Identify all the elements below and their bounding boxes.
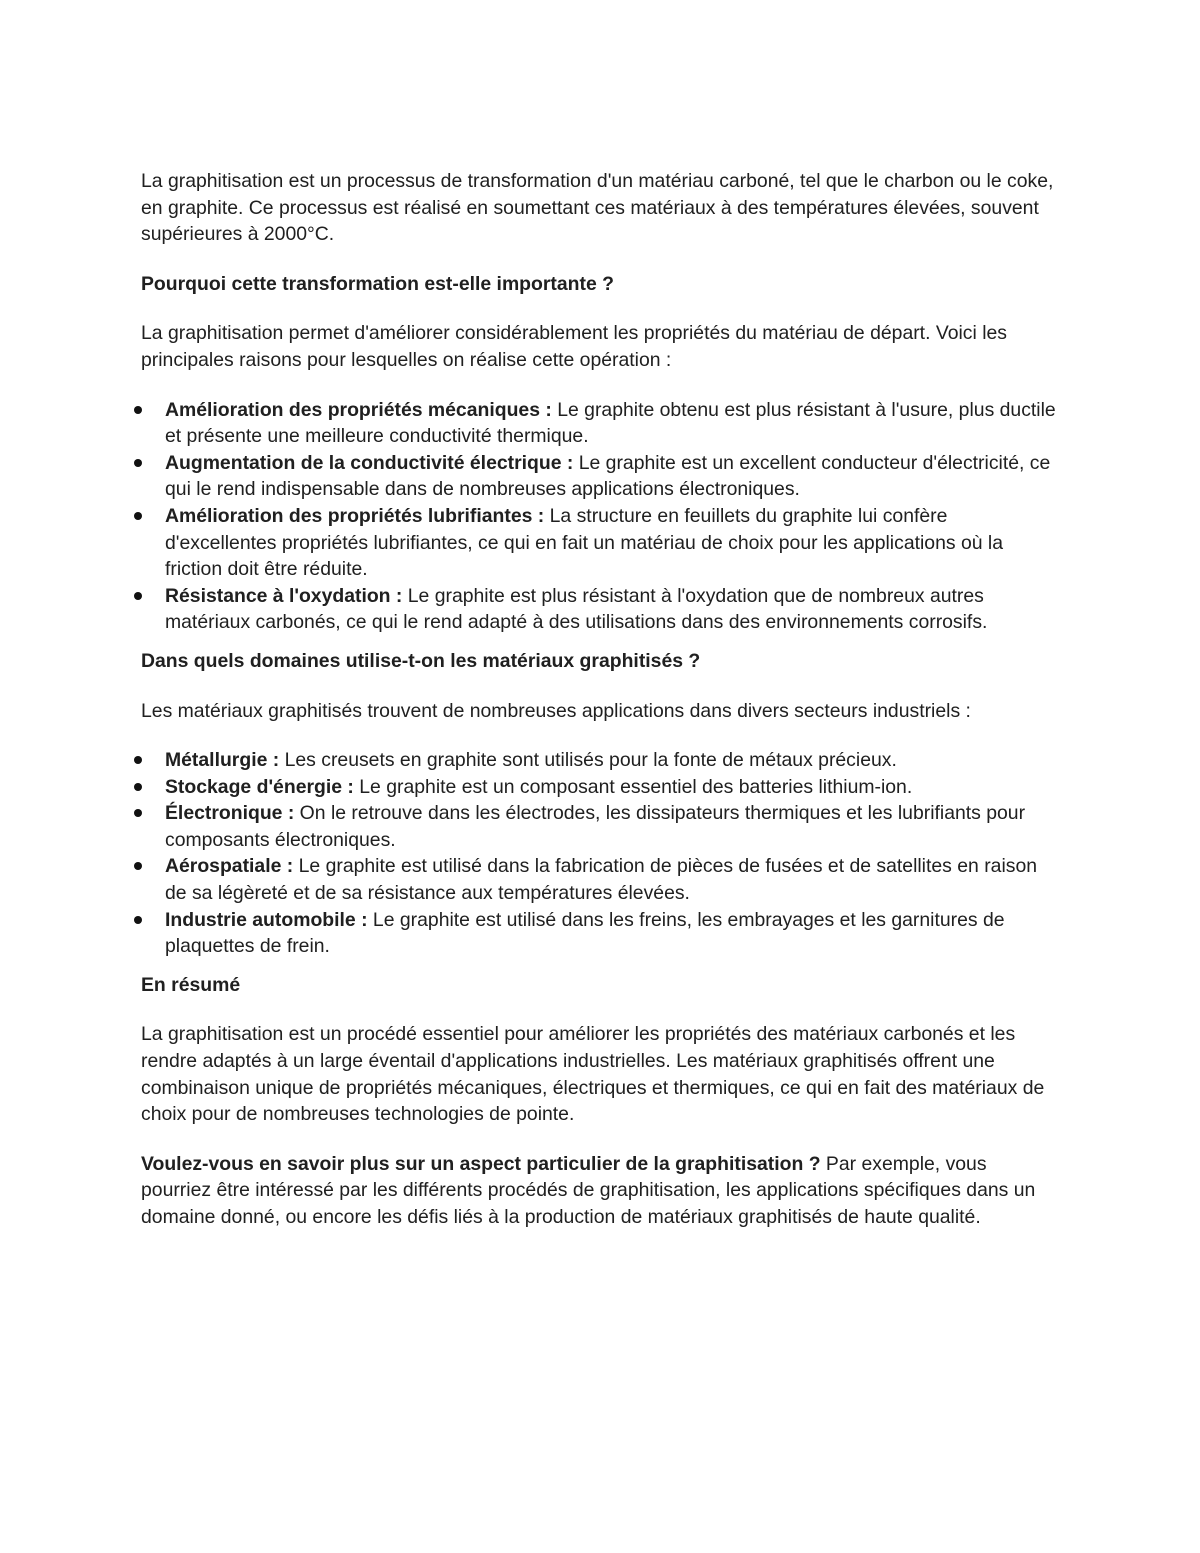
section-heading-importance: Pourquoi cette transformation est-elle importante ? [141, 272, 614, 295]
section-paragraph-domains: Les matériaux graphitisés trouvent de nombreuses applications dans divers secteurs industriels : [141, 699, 971, 722]
list-item-text: La structure en feuillets du graphite lui confère d'excellentes propriétés lubrifiantes, ce qui en fait un matériau de choix pour les applications où la friction doit être réduite. [165, 504, 1003, 581]
bullet-icon [134, 862, 142, 870]
bullet-icon [134, 916, 142, 924]
section-heading-summary: En résumé [141, 973, 241, 996]
list-item-term: Amélioration des propriétés lubrifiantes : [165, 504, 545, 527]
list-item [141, 853, 1061, 906]
closing-paragraph [141, 1151, 1061, 1231]
bullet-icon [134, 809, 142, 817]
list-item-text: Le graphite obtenu est plus résistant à l'usure, plus ductile et présente une meilleure conductivité thermique. [165, 398, 1056, 448]
list-item-term: Stockage d'énergie : [165, 775, 354, 798]
list-item-text: Le graphite est un composant essentiel des batteries lithium-ion. [353, 775, 913, 798]
list-item-text: Le graphite est un excellent conducteur d'électricité, ce qui le rend indispensable dans de nombreuses applications électroniques. [165, 451, 1051, 501]
list-item [141, 583, 1061, 636]
list-item-term: Métallurgie : [165, 749, 280, 772]
domains-list [141, 747, 1061, 960]
list-item-term: Industrie automobile : [165, 908, 368, 931]
list-item [141, 800, 1061, 853]
bullet-icon [134, 756, 142, 764]
bullet-icon [134, 406, 142, 414]
list-item [141, 450, 1061, 503]
list-item-term: Résistance à l'oxydation : [165, 584, 403, 607]
section-paragraph-summary: La graphitisation est un procédé essentiel pour améliorer les propriétés des matériaux carbonés et les rendre adaptés à un large éventail d'applications industrielles. Les matériaux graphitisés offrent une combinaison unique de propriétés mécaniques, électriques et thermiques, ce qui en fait des matériaux de choix pour de nombreuses technologies de pointe. [141, 1023, 1045, 1126]
list-item-text: Le graphite est utilisé dans les freins, les embrayages et les garnitures de plaquettes de frein. [165, 908, 1005, 958]
closing-question: Voulez-vous en savoir plus sur un aspect particulier de la graphitisation ? [141, 1152, 821, 1175]
closing-text: Par exemple, vous pourriez être intéressé par les différents procédés de graphitisation, les applications spécifiques dans un domaine donné, ou encore les défis liés à la production de matériaux graphitisés de haute qualité. [141, 1152, 1036, 1228]
section-heading-domains: Dans quels domaines utilise-t-on les matériaux graphitisés ? [141, 649, 701, 672]
list-item [141, 747, 1061, 774]
importance-list [141, 397, 1061, 636]
list-item [141, 774, 1061, 801]
bullet-icon [134, 459, 142, 467]
list-item-term: Électronique : [165, 802, 295, 825]
bullet-icon [134, 592, 142, 600]
document-body [141, 168, 1061, 1254]
list-item-text: On le retrouve dans les électrodes, les dissipateurs thermiques et les lubrifiants pour composants électroniques. [165, 802, 1026, 851]
intro-paragraph: La graphitisation est un processus de transformation d'un matériau carboné, tel que le charbon ou le coke, en graphite. Ce processus est réalisé en soumettant ces matériaux à des températures élevées, souvent supérieures à 2000°C. [141, 170, 1054, 246]
list-item [141, 397, 1061, 450]
list-item [141, 907, 1061, 960]
list-item-text: Les creusets en graphite sont utilisés pour la fonte de métaux précieux. [279, 749, 897, 772]
section-paragraph-importance: La graphitisation permet d'améliorer considérablement les propriétés du matériau de départ. Voici les principales raisons pour lesquelles on réalise cette opération : [141, 322, 1007, 371]
list-item-text: Le graphite est utilisé dans la fabrication de pièces de fusées et de satellites en raison de sa légèreté et de sa résistance aux températures élevées. [165, 855, 1038, 905]
list-item [141, 503, 1061, 583]
list-item-term: Amélioration des propriétés mécaniques : [165, 398, 552, 421]
bullet-icon [134, 512, 142, 520]
list-item-term: Augmentation de la conductivité électrique : [165, 451, 574, 474]
list-item-text: Le graphite est plus résistant à l'oxydation que de nombreux autres matériaux carbonés, ce qui le rend adapté à des utilisations dans des environnements corrosifs. [165, 584, 988, 634]
list-item-term: Aérospatiale : [165, 855, 294, 878]
bullet-icon [134, 783, 142, 791]
